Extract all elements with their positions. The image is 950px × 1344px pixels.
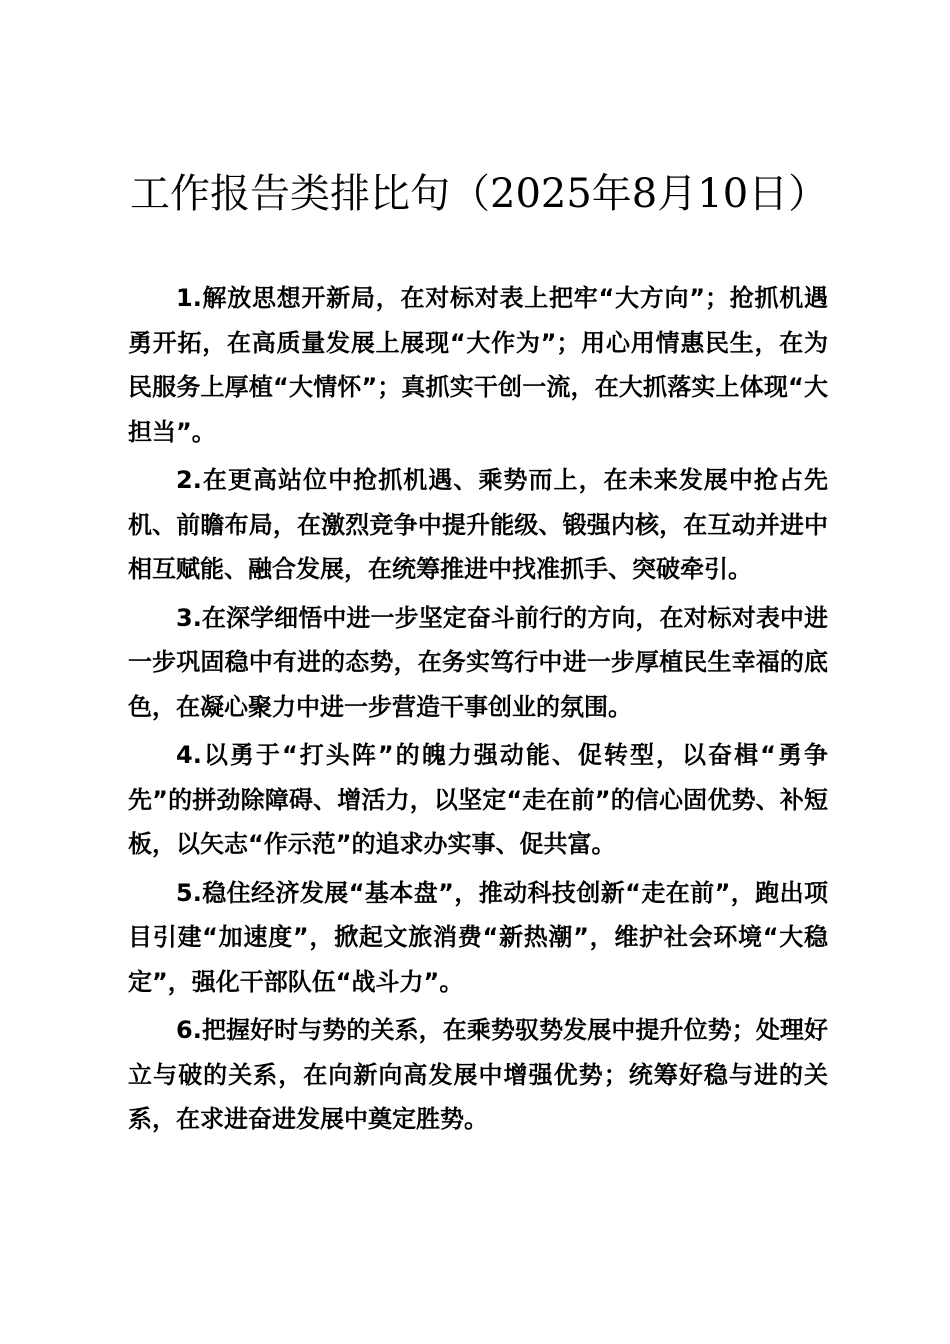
paragraph-3: 3.在深学细悟中进一步坚定奋斗前行的方向，在对标对表中进一步巩固稳中有进的态势，在务实笃行中进一步厚植民生幸福的底色，在凝心聚力中进一步营造干事创业的氛围。 bbox=[128, 603, 828, 721]
paragraph-4: 4.以勇于“打头阵”的魄力强动能、促转型，以奋楫“勇争先”的拼劲除障碍、增活力，以坚定“走在前”的信心固优势、补短板，以矢志“作示范”的追求办实事、促共富。 bbox=[128, 741, 828, 858]
document-title: 工作报告类排比句（2025年8月10日） bbox=[130, 171, 829, 217]
paragraph-5: 5.稳住经济发展“基本盘”，推动科技创新“走在前”，跑出项目引建“加速度”，掀起文旅消费“新热潮”，维护社会环境“大稳定”，强化干部队伍“战斗力”。 bbox=[128, 878, 828, 996]
paragraph-1: 1.解放思想开新局，在对标对表上把牢“大方向”；抢抓机遇勇开拓，在高质量发展上展现“大作为”；用心用情惠民生，在为民服务上厚植“大情怀”；真抓实干创一流，在大抓落实上体现“大担当”。 bbox=[128, 284, 828, 446]
paragraph-2: 2.在更高站位中抢抓机遇、乘势而上，在未来发展中抢占先机、前瞻布局，在激烈竞争中提升能级、锻强内核，在互动并进中相互赋能、融合发展，在统筹推进中找准抓手、突破牵引。 bbox=[128, 466, 828, 583]
document-body bbox=[128, 276, 828, 1146]
paragraph-6: 6.把握好时与势的关系，在乘势驭势发展中提升位势；处理好立与破的关系，在向新向高发展中增强优势；统筹好稳与进的关系，在求进奋进发展中奠定胜势。 bbox=[128, 1016, 828, 1133]
